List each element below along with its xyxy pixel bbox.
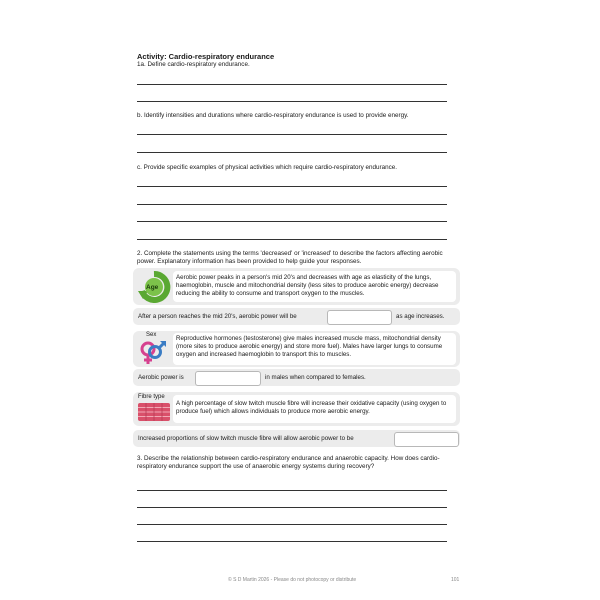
age-statement-after: as age increases. [396, 313, 445, 320]
age-statement-bar [133, 308, 460, 325]
fibre-statement-bar [133, 430, 460, 447]
fibre-statement-before: Increased proportions of slow twitch muscle fibre will allow aerobic power to be [138, 435, 354, 442]
sex-answer-input[interactable] [195, 371, 261, 386]
age-icon-label: Age [146, 284, 159, 291]
answer-line[interactable] [137, 541, 447, 542]
fibre-answer-input[interactable] [394, 432, 459, 447]
age-answer-input[interactable] [327, 310, 392, 325]
sex-icon-label: Sex [146, 332, 157, 338]
answer-line[interactable] [137, 221, 447, 222]
answer-line[interactable] [137, 84, 447, 85]
answer-line[interactable] [137, 152, 447, 153]
sex-statement-after: in males when compared to females. [265, 374, 366, 381]
fibre-factor-card [133, 392, 460, 426]
question-1c: c. Provide specific examples of physical activities which require cardio-respiratory endurance. [137, 164, 398, 171]
question-3: 3. Describe the relationship between cardio-respiratory endurance and anaerobic capacity. How does cardio-respiratory endurance support the use of anaerobic energy systems during recovery? [137, 455, 440, 470]
gender-symbols-icon [138, 339, 168, 366]
answer-line[interactable] [137, 239, 447, 240]
footer-page-number: 101 [451, 577, 460, 583]
answer-line[interactable] [137, 186, 447, 187]
answer-line[interactable] [137, 507, 447, 508]
answer-line[interactable] [137, 134, 447, 135]
age-info-text: Aerobic power peaks in a person's mid 20's and decreases with age as elasticity of the lungs, haemoglobin, muscle and mitochondrial density (less sites to produce aerobic energy) decrease reducing the ability to consume and transport oxygen to the muscles. [176, 274, 439, 297]
age-statement-before: After a person reaches the mid 20's, aerobic power will be [138, 313, 297, 320]
answer-line[interactable] [137, 204, 447, 205]
question-2: 2. Complete the statements using the terms 'decreased' or 'increased' to describe the factors affecting aerobic power. Explanatory information has been provided to help guide your responses. [137, 250, 443, 265]
sex-info-text: Reproductive hormones (testosterone) give males increased muscle mass, mitochondrial density (more sites to produce aerobic energy) and store more fuel). Males have larger lungs to consume oxygen and increased haemoglobin to transport this to muscles. [176, 335, 443, 358]
age-factor-card [133, 268, 460, 305]
answer-line[interactable] [137, 524, 447, 525]
answer-line[interactable] [137, 490, 447, 491]
fibre-icon-label: Fibre type [138, 394, 165, 400]
answer-line[interactable] [137, 101, 447, 102]
sex-statement-bar [133, 369, 460, 386]
sex-statement-before: Aerobic power is [138, 374, 184, 381]
question-1b: b. Identify intensities and durations where cardio-respiratory endurance is used to provide energy. [137, 112, 409, 119]
muscle-fibre-icon [138, 403, 170, 421]
question-1a: 1a. Define cardio-respiratory endurance. [137, 61, 250, 68]
footer-copyright: © S D Martin 2026 - Please do not photocopy or distribute [228, 577, 357, 583]
activity-title: Activity: Cardio-respiratory endurance [137, 52, 275, 61]
sex-factor-card [133, 331, 460, 367]
fibre-info-text: A high percentage of slow twitch muscle fibre will increase their oxidative capacity (using oxygen to produce fuel) which allows individuals to produce more aerobic energy. [176, 400, 447, 415]
